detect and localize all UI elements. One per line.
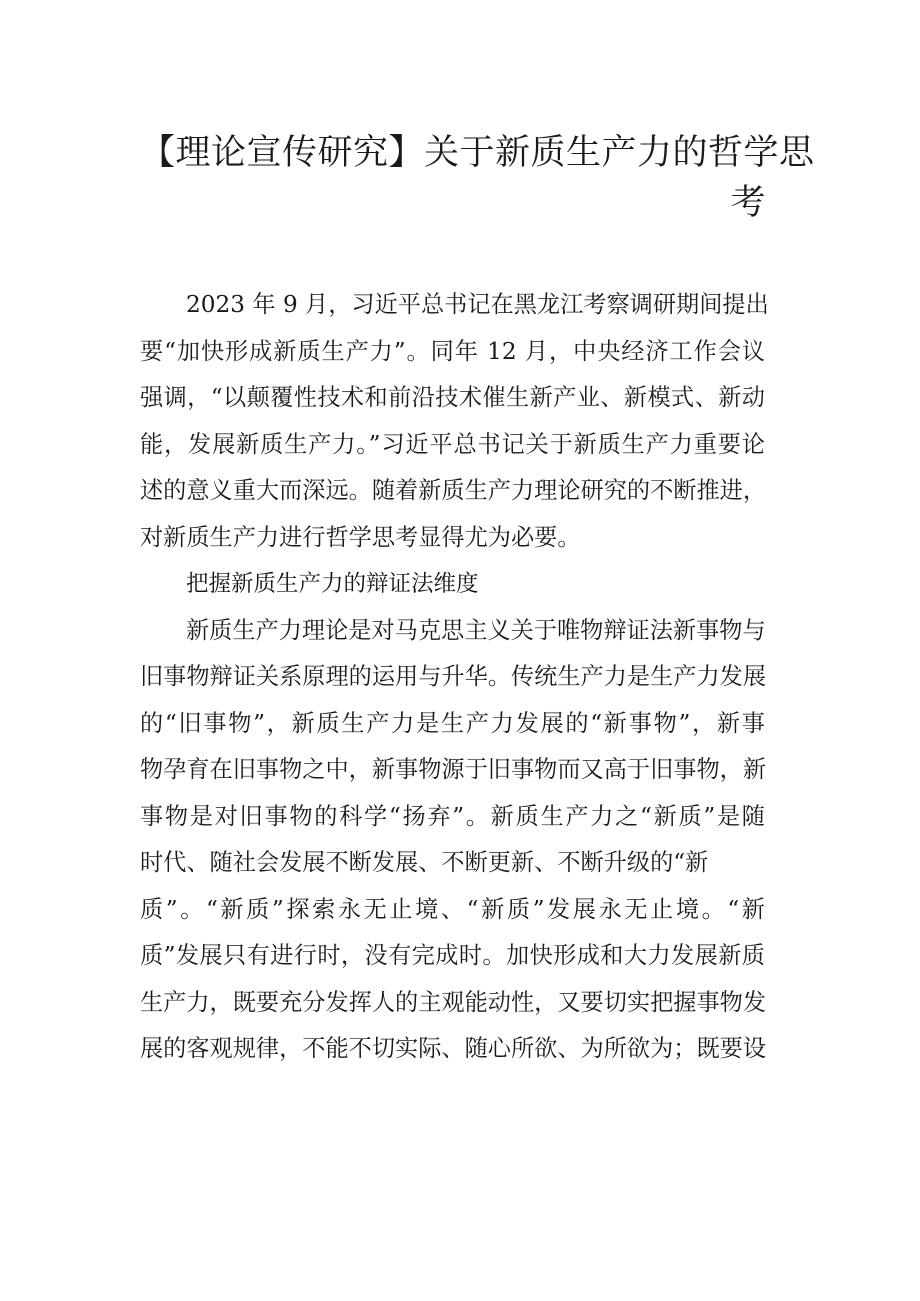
text-line: 时代、随社会发展不断发展、不断更新、不断升级的“新	[140, 849, 709, 876]
text-line: 展的客观规律，不能不切实际、随心所欲、为所欲为；既要设	[140, 1035, 767, 1062]
text-line: 强调，“以颠覆性技术和前沿技术催生新产业、新模式、新动	[140, 384, 765, 411]
paragraph-dialectics	[140, 608, 765, 1073]
title-line-1: 【理论宣传研究】关于新质生产力的哲学思	[140, 133, 815, 173]
text-line: 旧事物辩证关系原理的运用与升华。传统生产力是生产力发展	[140, 663, 767, 690]
text-line: 质”发展只有进行时，没有完成时。加快形成和大力发展新质	[140, 942, 765, 969]
text-line: 能，发展新质生产力。”习近平总书记关于新质生产力重要论	[140, 430, 765, 458]
document-body	[140, 282, 769, 1073]
text-line: 物孕育在旧事物之中，新事物源于旧事物而又高于旧事物，新	[140, 756, 767, 783]
text-line: 事物是对旧事物的科学“扬弃”。新质生产力之“新质”是随	[140, 802, 765, 830]
text-line: 对新质生产力进行哲学思考显得尤为必要。	[140, 523, 581, 551]
text-line: 2023 年 9 月，习近平总书记在黑龙江考察调研期间提出	[186, 291, 769, 318]
text-line: 要“加快形成新质生产力”。同年 12 月，中央经济工作会议	[140, 337, 765, 365]
section-heading: 把握新质生产力的辩证法维度	[186, 571, 479, 597]
text-line: 新质生产力理论是对马克思主义关于唯物辩证法新事物与	[186, 616, 766, 644]
text-line: 质”。“新质”探索永无止境、“新质”发展永无止境。“新	[140, 895, 765, 923]
paragraph-intro	[140, 282, 769, 561]
text-line: 的“旧事物”，新质生产力是生产力发展的“新事物”，新事	[140, 709, 765, 737]
text-line: 生产力，既要充分发挥人的主观能动性，又要切实把握事物发	[140, 988, 767, 1016]
title-line-2: 考	[730, 183, 766, 223]
document-title	[140, 128, 815, 228]
text-line: 述的意义重大而深远。随着新质生产力理论研究的不断推进，	[140, 477, 767, 504]
